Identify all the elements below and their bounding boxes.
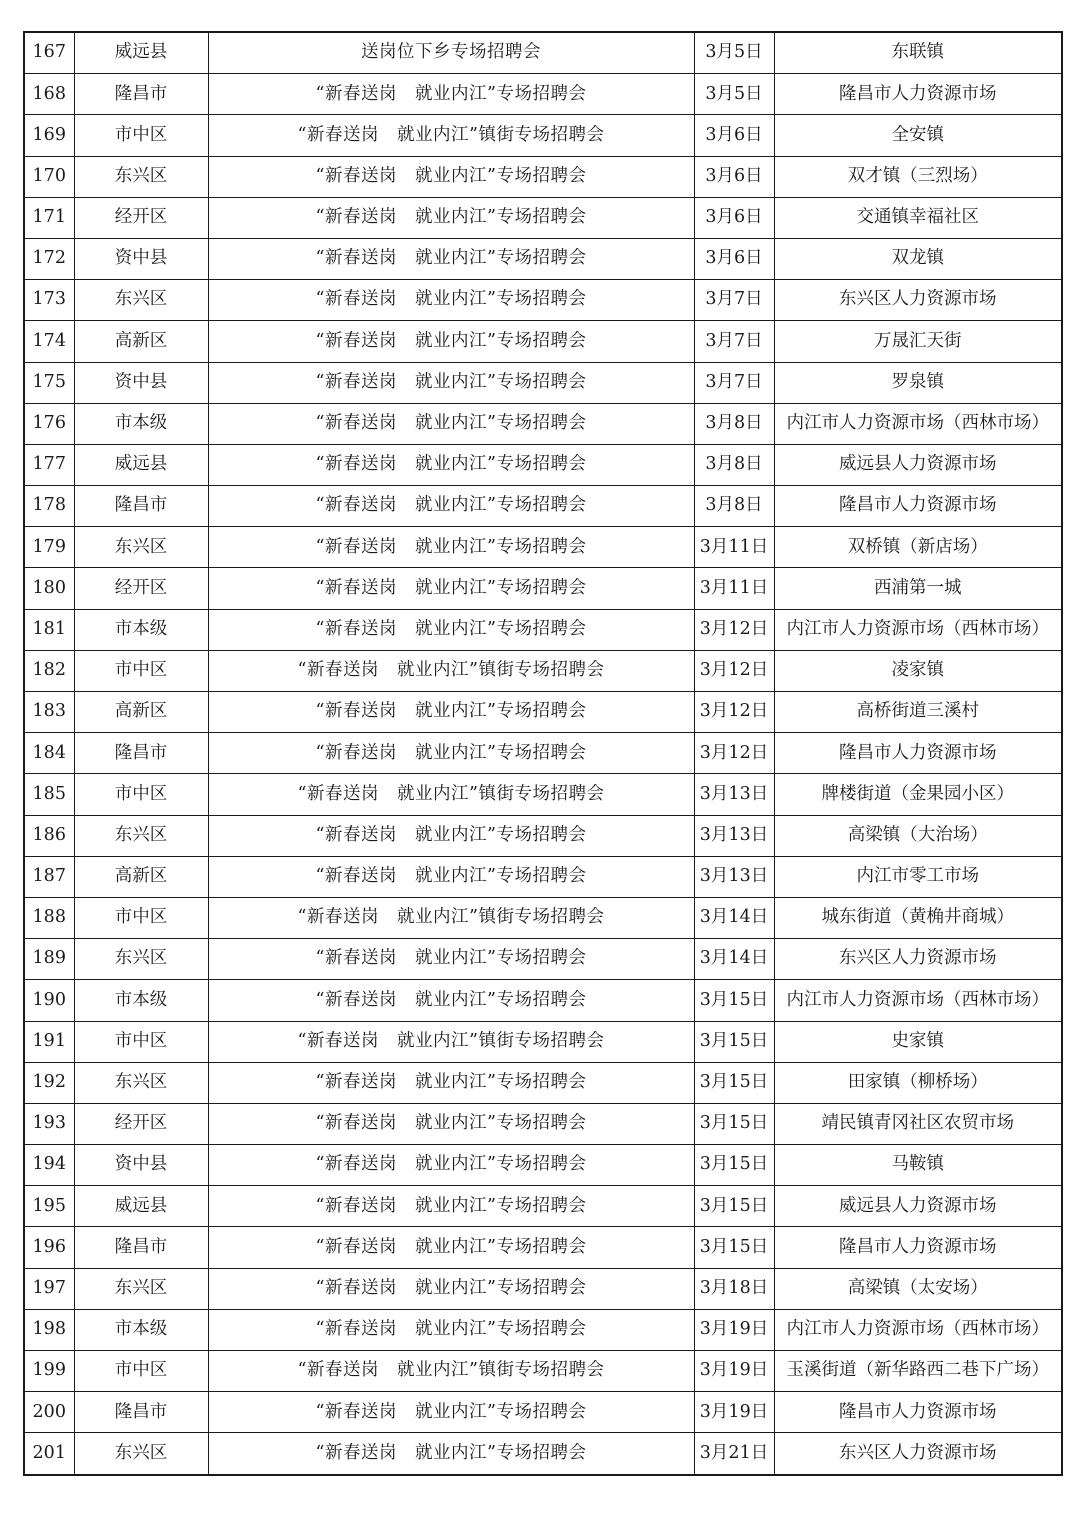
cell-venue: 马鞍镇: [774, 1145, 1062, 1186]
table-row: [24, 1392, 1062, 1433]
cell-row-number: 190: [24, 980, 74, 1021]
cell-date: 3月12日: [694, 609, 774, 650]
cell-venue: 隆昌市人力资源市场: [774, 733, 1062, 774]
cell-date: 3月8日: [694, 486, 774, 527]
cell-date: 3月5日: [694, 32, 774, 74]
table-row: [24, 280, 1062, 321]
cell-event-name: “新春送岗 就业内江”专场招聘会: [208, 1186, 694, 1227]
table-row: [24, 444, 1062, 485]
cell-venue: 双才镇（三烈场）: [774, 156, 1062, 197]
cell-event-name: “新春送岗 就业内江”专场招聘会: [208, 1309, 694, 1350]
cell-event-name: “新春送岗 就业内江”专场招聘会: [208, 527, 694, 568]
cell-event-name: “新春送岗 就业内江”专场招聘会: [208, 280, 694, 321]
cell-region: 经开区: [74, 1103, 208, 1144]
cell-venue: 隆昌市人力资源市场: [774, 1227, 1062, 1268]
cell-venue: 隆昌市人力资源市场: [774, 486, 1062, 527]
cell-row-number: 172: [24, 238, 74, 279]
cell-date: 3月12日: [694, 650, 774, 691]
table-row: [24, 1351, 1062, 1392]
cell-date: 3月7日: [694, 362, 774, 403]
cell-venue: 隆昌市人力资源市场: [774, 74, 1062, 115]
cell-date: 3月11日: [694, 527, 774, 568]
cell-row-number: 167: [24, 32, 74, 74]
cell-event-name: “新春送岗 就业内江”专场招聘会: [208, 1392, 694, 1433]
cell-date: 3月13日: [694, 815, 774, 856]
cell-venue: 交通镇幸福社区: [774, 197, 1062, 238]
cell-event-name: “新春送岗 就业内江”专场招聘会: [208, 321, 694, 362]
cell-row-number: 174: [24, 321, 74, 362]
cell-event-name: “新春送岗 就业内江”专场招聘会: [208, 856, 694, 897]
cell-row-number: 200: [24, 1392, 74, 1433]
cell-venue: 全安镇: [774, 115, 1062, 156]
cell-region: 东兴区: [74, 939, 208, 980]
cell-venue: 内江市人力资源市场（西林市场）: [774, 1309, 1062, 1350]
cell-venue: 玉溪街道（新华路西二巷下广场）: [774, 1351, 1062, 1392]
cell-row-number: 184: [24, 733, 74, 774]
cell-region: 隆昌市: [74, 733, 208, 774]
cell-row-number: 186: [24, 815, 74, 856]
cell-event-name: “新春送岗 就业内江”镇街专场招聘会: [208, 650, 694, 691]
cell-row-number: 187: [24, 856, 74, 897]
cell-date: 3月11日: [694, 568, 774, 609]
cell-region: 隆昌市: [74, 1227, 208, 1268]
table-row: [24, 321, 1062, 362]
table-row: [24, 650, 1062, 691]
cell-date: 3月12日: [694, 692, 774, 733]
cell-venue: 双桥镇（新店场）: [774, 527, 1062, 568]
table-row: [24, 692, 1062, 733]
table-row: [24, 1103, 1062, 1144]
table-row: [24, 1062, 1062, 1103]
table-row: [24, 1268, 1062, 1309]
cell-venue: 牌楼街道（金果园小区）: [774, 774, 1062, 815]
cell-venue: 高梁镇（大治场）: [774, 815, 1062, 856]
cell-venue: 双龙镇: [774, 238, 1062, 279]
cell-date: 3月7日: [694, 280, 774, 321]
table-row: [24, 980, 1062, 1021]
table-row: [24, 733, 1062, 774]
cell-event-name: “新春送岗 就业内江”专场招聘会: [208, 1103, 694, 1144]
cell-event-name: 送岗位下乡专场招聘会: [208, 32, 694, 74]
cell-date: 3月21日: [694, 1433, 774, 1475]
cell-date: 3月15日: [694, 980, 774, 1021]
cell-region: 东兴区: [74, 815, 208, 856]
cell-event-name: “新春送岗 就业内江”专场招聘会: [208, 1227, 694, 1268]
cell-region: 市中区: [74, 650, 208, 691]
cell-event-name: “新春送岗 就业内江”专场招聘会: [208, 362, 694, 403]
cell-date: 3月14日: [694, 897, 774, 938]
cell-date: 3月8日: [694, 403, 774, 444]
cell-date: 3月6日: [694, 115, 774, 156]
cell-region: 东兴区: [74, 1268, 208, 1309]
cell-region: 东兴区: [74, 1433, 208, 1475]
cell-region: 市中区: [74, 897, 208, 938]
cell-event-name: “新春送岗 就业内江”专场招聘会: [208, 486, 694, 527]
cell-venue: 靖民镇青冈社区农贸市场: [774, 1103, 1062, 1144]
cell-event-name: “新春送岗 就业内江”镇街专场招聘会: [208, 115, 694, 156]
cell-event-name: “新春送岗 就业内江”专场招聘会: [208, 1062, 694, 1103]
cell-region: 市中区: [74, 1351, 208, 1392]
cell-region: 市本级: [74, 403, 208, 444]
cell-region: 经开区: [74, 568, 208, 609]
cell-row-number: 175: [24, 362, 74, 403]
cell-venue: 内江市人力资源市场（西林市场）: [774, 403, 1062, 444]
table-row: [24, 362, 1062, 403]
table-row: [24, 1021, 1062, 1062]
cell-region: 资中县: [74, 362, 208, 403]
cell-venue: 田家镇（柳桥场）: [774, 1062, 1062, 1103]
cell-date: 3月15日: [694, 1145, 774, 1186]
cell-row-number: 177: [24, 444, 74, 485]
cell-row-number: 169: [24, 115, 74, 156]
cell-region: 资中县: [74, 1145, 208, 1186]
cell-row-number: 201: [24, 1433, 74, 1475]
table-row: [24, 568, 1062, 609]
cell-event-name: “新春送岗 就业内江”专场招聘会: [208, 980, 694, 1021]
table-row: [24, 1227, 1062, 1268]
table-row: [24, 156, 1062, 197]
cell-date: 3月19日: [694, 1351, 774, 1392]
cell-region: 东兴区: [74, 280, 208, 321]
cell-event-name: “新春送岗 就业内江”专场招聘会: [208, 403, 694, 444]
table-row: [24, 403, 1062, 444]
job-fair-schedule-table: [23, 31, 1063, 1476]
cell-row-number: 176: [24, 403, 74, 444]
cell-event-name: “新春送岗 就业内江”专场招聘会: [208, 197, 694, 238]
cell-row-number: 192: [24, 1062, 74, 1103]
cell-date: 3月14日: [694, 939, 774, 980]
cell-region: 市本级: [74, 609, 208, 650]
table-row: [24, 115, 1062, 156]
cell-venue: 内江市零工市场: [774, 856, 1062, 897]
cell-event-name: “新春送岗 就业内江”专场招聘会: [208, 444, 694, 485]
cell-region: 隆昌市: [74, 486, 208, 527]
table-row: [24, 1309, 1062, 1350]
cell-region: 东兴区: [74, 1062, 208, 1103]
cell-region: 威远县: [74, 1186, 208, 1227]
cell-event-name: “新春送岗 就业内江”镇街专场招聘会: [208, 774, 694, 815]
cell-region: 高新区: [74, 856, 208, 897]
cell-event-name: “新春送岗 就业内江”镇街专场招聘会: [208, 1021, 694, 1062]
cell-region: 隆昌市: [74, 1392, 208, 1433]
cell-venue: 内江市人力资源市场（西林市场）: [774, 980, 1062, 1021]
cell-date: 3月15日: [694, 1227, 774, 1268]
cell-event-name: “新春送岗 就业内江”专场招聘会: [208, 156, 694, 197]
cell-venue: 高梁镇（太安场）: [774, 1268, 1062, 1309]
cell-region: 市中区: [74, 774, 208, 815]
cell-row-number: 180: [24, 568, 74, 609]
cell-region: 资中县: [74, 238, 208, 279]
cell-row-number: 191: [24, 1021, 74, 1062]
cell-region: 隆昌市: [74, 74, 208, 115]
cell-date: 3月13日: [694, 774, 774, 815]
cell-event-name: “新春送岗 就业内江”专场招聘会: [208, 1433, 694, 1475]
cell-event-name: “新春送岗 就业内江”专场招聘会: [208, 609, 694, 650]
table-row: [24, 1433, 1062, 1475]
cell-row-number: 183: [24, 692, 74, 733]
cell-date: 3月15日: [694, 1062, 774, 1103]
cell-row-number: 198: [24, 1309, 74, 1350]
cell-region: 高新区: [74, 692, 208, 733]
table-row: [24, 238, 1062, 279]
table-row: [24, 774, 1062, 815]
cell-event-name: “新春送岗 就业内江”专场招聘会: [208, 1145, 694, 1186]
cell-venue: 万晟汇天街: [774, 321, 1062, 362]
cell-event-name: “新春送岗 就业内江”专场招聘会: [208, 1268, 694, 1309]
cell-row-number: 173: [24, 280, 74, 321]
cell-event-name: “新春送岗 就业内江”专场招聘会: [208, 238, 694, 279]
cell-row-number: 196: [24, 1227, 74, 1268]
cell-row-number: 194: [24, 1145, 74, 1186]
cell-venue: 东兴区人力资源市场: [774, 280, 1062, 321]
cell-region: 东兴区: [74, 527, 208, 568]
cell-event-name: “新春送岗 就业内江”专场招聘会: [208, 568, 694, 609]
cell-venue: 西浦第一城: [774, 568, 1062, 609]
cell-date: 3月15日: [694, 1103, 774, 1144]
cell-event-name: “新春送岗 就业内江”专场招聘会: [208, 74, 694, 115]
cell-row-number: 178: [24, 486, 74, 527]
table-row: [24, 897, 1062, 938]
table-row: [24, 1186, 1062, 1227]
cell-date: 3月5日: [694, 74, 774, 115]
cell-venue: 东兴区人力资源市场: [774, 939, 1062, 980]
table-row: [24, 815, 1062, 856]
cell-row-number: 188: [24, 897, 74, 938]
table-row: [24, 74, 1062, 115]
cell-venue: 罗泉镇: [774, 362, 1062, 403]
cell-date: 3月19日: [694, 1309, 774, 1350]
cell-region: 威远县: [74, 444, 208, 485]
cell-region: 威远县: [74, 32, 208, 74]
cell-date: 3月15日: [694, 1021, 774, 1062]
table-row: [24, 527, 1062, 568]
cell-row-number: 185: [24, 774, 74, 815]
cell-event-name: “新春送岗 就业内江”专场招聘会: [208, 939, 694, 980]
cell-date: 3月18日: [694, 1268, 774, 1309]
cell-region: 东兴区: [74, 156, 208, 197]
cell-row-number: 197: [24, 1268, 74, 1309]
cell-region: 市中区: [74, 1021, 208, 1062]
cell-venue: 内江市人力资源市场（西林市场）: [774, 609, 1062, 650]
cell-date: 3月6日: [694, 238, 774, 279]
table-row: [24, 197, 1062, 238]
table-body: [24, 32, 1062, 1475]
cell-date: 3月19日: [694, 1392, 774, 1433]
cell-date: 3月8日: [694, 444, 774, 485]
cell-venue: 东兴区人力资源市场: [774, 1433, 1062, 1475]
cell-date: 3月12日: [694, 733, 774, 774]
cell-region: 市本级: [74, 980, 208, 1021]
cell-venue: 威远县人力资源市场: [774, 1186, 1062, 1227]
cell-region: 高新区: [74, 321, 208, 362]
cell-row-number: 181: [24, 609, 74, 650]
cell-row-number: 171: [24, 197, 74, 238]
cell-venue: 东联镇: [774, 32, 1062, 74]
cell-region: 市中区: [74, 115, 208, 156]
cell-venue: 隆昌市人力资源市场: [774, 1392, 1062, 1433]
cell-venue: 史家镇: [774, 1021, 1062, 1062]
cell-event-name: “新春送岗 就业内江”镇街专场招聘会: [208, 1351, 694, 1392]
table-row: [24, 609, 1062, 650]
cell-event-name: “新春送岗 就业内江”专场招聘会: [208, 733, 694, 774]
cell-date: 3月6日: [694, 197, 774, 238]
cell-event-name: “新春送岗 就业内江”专场招聘会: [208, 692, 694, 733]
cell-date: 3月7日: [694, 321, 774, 362]
cell-event-name: “新春送岗 就业内江”镇街专场招聘会: [208, 897, 694, 938]
cell-region: 经开区: [74, 197, 208, 238]
cell-row-number: 170: [24, 156, 74, 197]
cell-date: 3月6日: [694, 156, 774, 197]
table-row: [24, 856, 1062, 897]
cell-row-number: 195: [24, 1186, 74, 1227]
cell-row-number: 193: [24, 1103, 74, 1144]
cell-date: 3月13日: [694, 856, 774, 897]
cell-row-number: 168: [24, 74, 74, 115]
cell-venue: 城东街道（黄桷井商城）: [774, 897, 1062, 938]
table-row: [24, 486, 1062, 527]
cell-venue: 凌家镇: [774, 650, 1062, 691]
table-row: [24, 1145, 1062, 1186]
table-row: [24, 939, 1062, 980]
cell-event-name: “新春送岗 就业内江”专场招聘会: [208, 815, 694, 856]
cell-date: 3月15日: [694, 1186, 774, 1227]
cell-venue: 高桥街道三溪村: [774, 692, 1062, 733]
cell-region: 市本级: [74, 1309, 208, 1350]
cell-row-number: 182: [24, 650, 74, 691]
table-row: [24, 32, 1062, 74]
cell-venue: 威远县人力资源市场: [774, 444, 1062, 485]
cell-row-number: 199: [24, 1351, 74, 1392]
cell-row-number: 179: [24, 527, 74, 568]
cell-row-number: 189: [24, 939, 74, 980]
